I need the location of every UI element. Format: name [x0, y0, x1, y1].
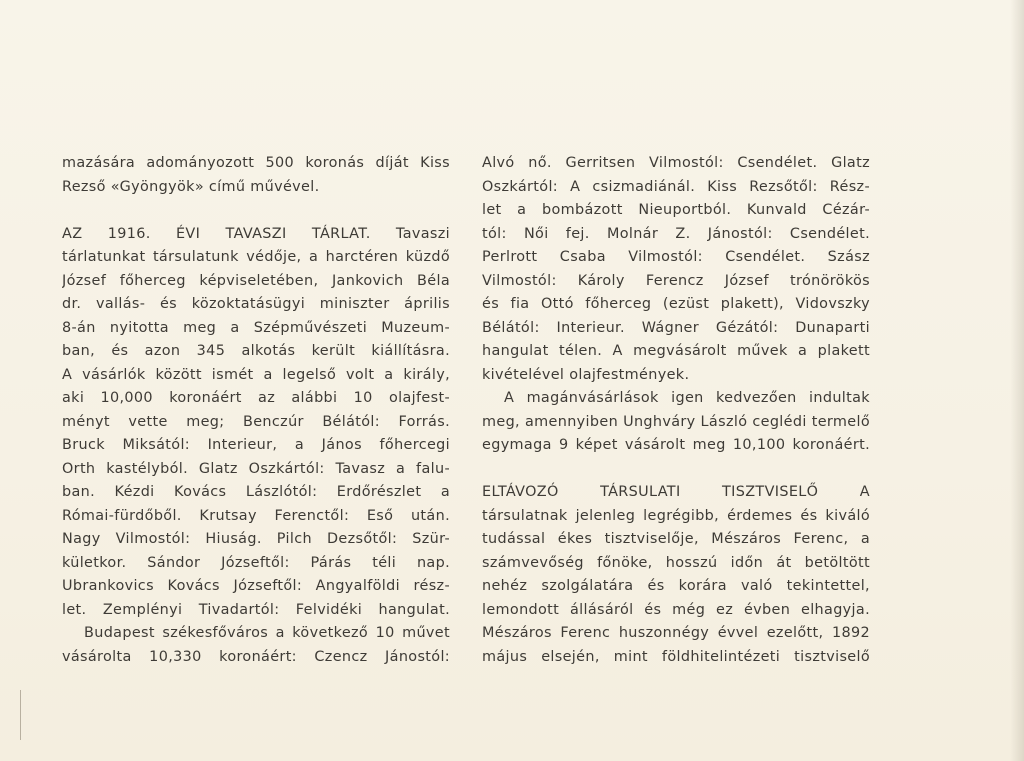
text-line: mazására adományozott 500 koronás díját Kiss	[62, 155, 450, 171]
text-line: nehéz szolgálatára és korára való tekintettel,	[482, 578, 870, 594]
text-line: let a bombázott Nieuportból. Kunvald Cézár-	[482, 202, 870, 218]
paragraph-gap	[62, 199, 450, 223]
text-line: Budapest székesfőváros a következő 10 művet	[84, 625, 450, 641]
text-line: és fia Ottó főherceg (ezüst plakett), Vidovszky	[482, 296, 870, 312]
margin-mark	[20, 690, 21, 740]
text-line: József főherceg képviseletében, Jankovich Béla	[62, 272, 450, 289]
text-line: ELTÁVOZÓ TÁRSULATI TISZTVISELŐ A	[482, 484, 870, 500]
text-line: tól: Női fej. Molnár Z. Jánostól: Csendélet.	[482, 225, 870, 242]
text-line: AZ 1916. ÉVI TAVASZI TÁRLAT. Tavaszi	[62, 225, 450, 242]
text-line: társulatnak jelenleg legrégibb, érdemes és kiváló	[482, 507, 870, 524]
text-line: let. Zemplényi Tivadartól: Felvidéki hangulat.	[62, 601, 450, 618]
text-line: ban, és azon 345 alkotás került kiállításra.	[62, 343, 450, 359]
text-line: Alvó nő. Gerritsen Vilmostól: Csendélet. Glatz	[482, 155, 870, 171]
text-line: A vásárlók között ismét a legelső volt a király,	[62, 366, 450, 383]
text-line: tudással ékes tisztviselője, Mészáros Ferenc, a	[482, 531, 870, 547]
text-line: Orth kastélyból. Glatz Oszkártól: Tavasz a falu-	[62, 460, 450, 477]
text-line: május elsején, mint földhitelintézeti tisztviselő	[482, 648, 870, 665]
left-text-column	[62, 152, 450, 669]
text-line: Rezső «Gyöngyök» című művével.	[62, 178, 320, 195]
text-line: A magánvásárlások igen kedvezően indultak	[504, 390, 870, 406]
paragraph-gap	[482, 458, 870, 482]
text-line: ményt vette meg; Benczúr Bélától: Forrás.	[62, 413, 450, 430]
text-line: kületkor. Sándor Józseftől: Párás téli nap.	[62, 554, 450, 571]
text-line: aki 10,000 koronáért az alábbi 10 olajfest-	[62, 390, 450, 406]
text-line: egymaga 9 képet vásárolt meg 10,100 koronáért.	[482, 437, 870, 453]
text-line: Római-fürdőből. Krutsay Ferenctől: Eső után.	[62, 507, 450, 524]
text-line: dr. vallás- és közoktatásügyi miniszter április	[62, 296, 450, 312]
text-line: kivételével olajfestmények.	[482, 366, 690, 383]
text-line: meg, amennyiben Unghváry László ceglédi termelő	[482, 413, 870, 430]
text-line: Bruck Miksától: Interieur, a János főhercegi	[62, 437, 450, 453]
text-line: tárlatunkat társulatunk védője, a harctéren küzdő	[62, 249, 450, 265]
text-line: 8-án nyitotta meg a Szépművészeti Muzeum-	[62, 319, 450, 336]
text-line: lemondott állásáról és még ez évben elhagyja.	[482, 601, 870, 618]
right-text-column	[482, 152, 870, 669]
text-line: hangulat télen. A megvásárolt művek a plakett	[482, 343, 870, 359]
text-line: Bélától: Interieur. Wágner Gézától: Dunaparti	[482, 319, 870, 336]
text-line: Perlrott Csaba Vilmostól: Csendélet. Szász	[482, 249, 870, 265]
text-line: ban. Kézdi Kovács Lászlótól: Erdőrészlet a	[62, 484, 450, 500]
text-line: Vilmostól: Károly Ferencz József trónörökös	[482, 272, 870, 289]
text-line: vásárolta 10,330 koronáért: Czencz Jánostól:	[62, 648, 450, 665]
text-line: Nagy Vilmostól: Hiuság. Pilch Dezsőtől: Szür-	[62, 531, 450, 547]
text-line: Oszkártól: A csizmadiánál. Kiss Rezsőtől: Rész-	[482, 178, 870, 195]
text-line: Mészáros Ferenc huszonnégy évvel ezelőtt, 1892	[482, 625, 870, 641]
text-line: Ubrankovics Kovács Józseftől: Angyalföldi rész-	[62, 578, 450, 594]
page-edge-shadow	[1010, 0, 1024, 761]
text-line: számvevőség főnöke, hosszú időn át betöltött	[482, 554, 870, 571]
